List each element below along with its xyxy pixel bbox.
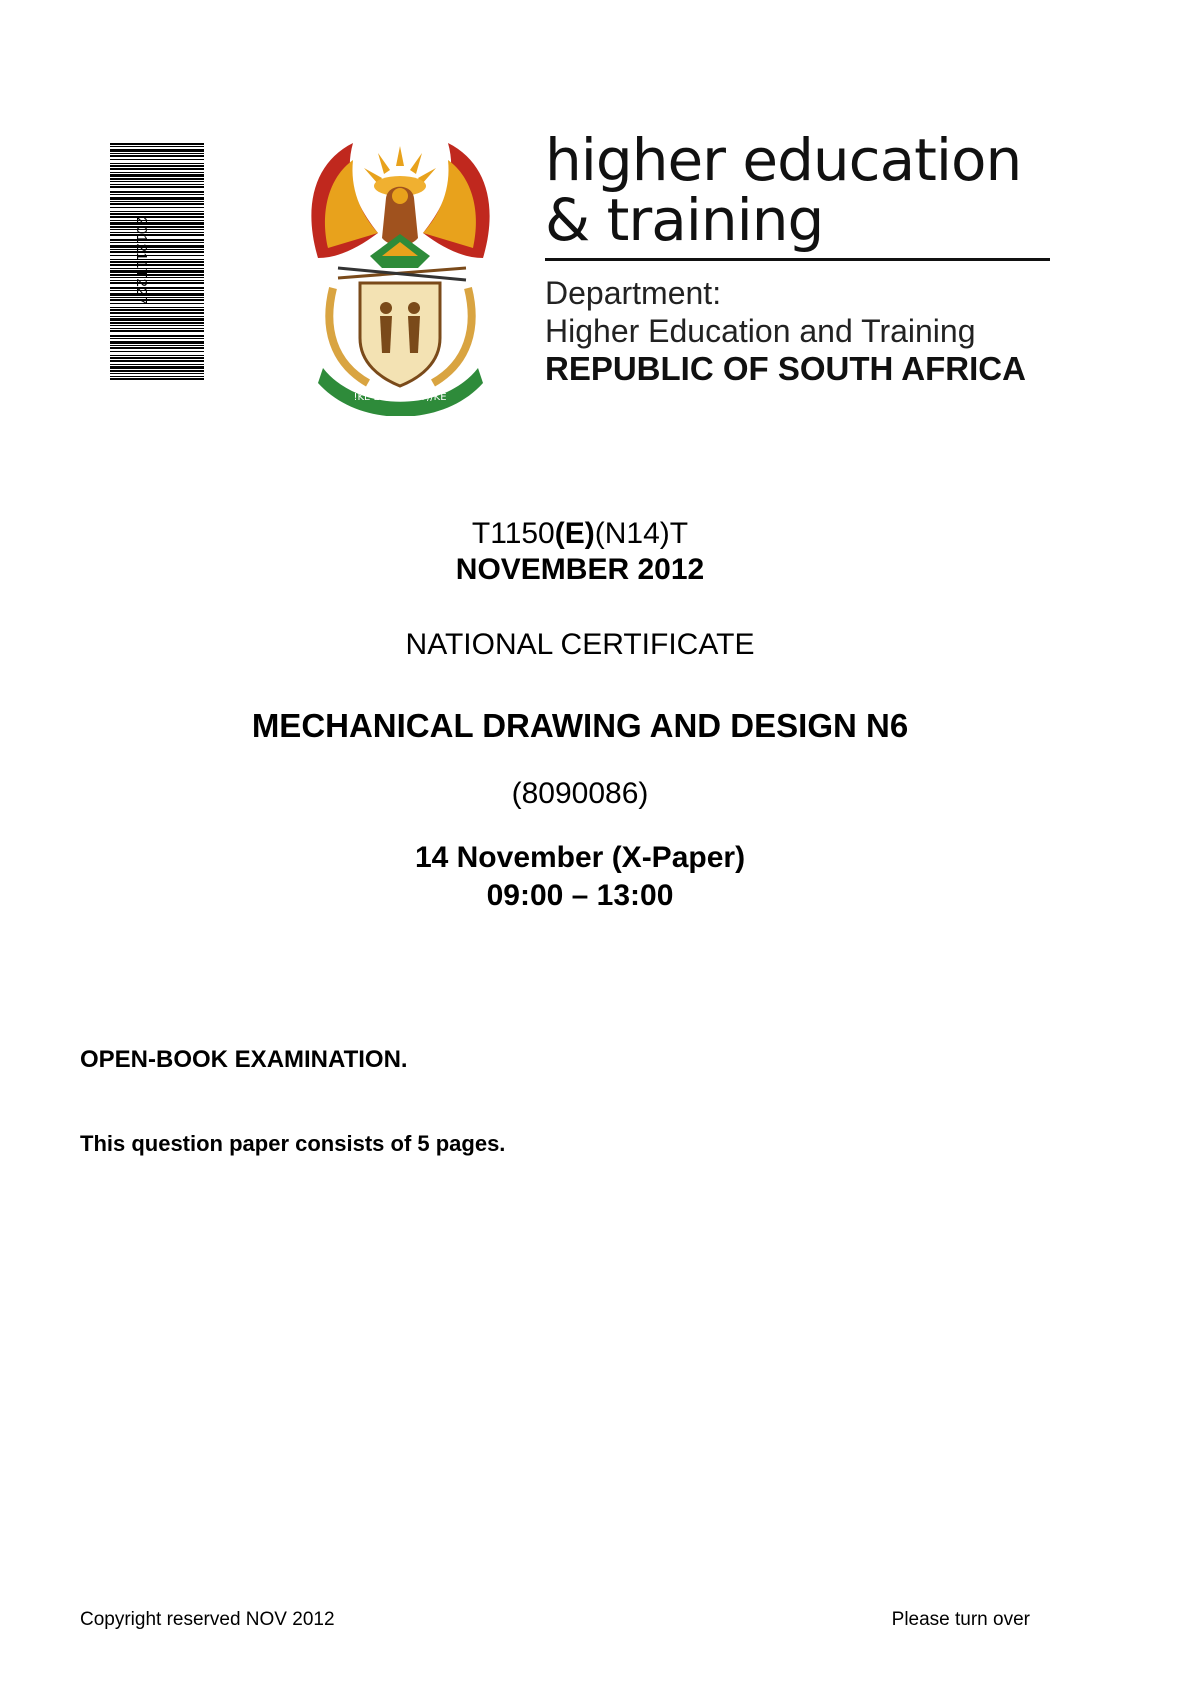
barcode-bar	[110, 360, 204, 362]
barcode-bar	[110, 297, 204, 298]
barcode-bar	[110, 328, 204, 329]
barcode-bar	[110, 232, 204, 233]
barcode-bar	[110, 213, 204, 215]
barcode-bar	[110, 239, 204, 241]
barcode-bar	[110, 259, 204, 260]
barcode-bar	[110, 312, 204, 314]
barcode-bar	[110, 293, 204, 296]
barcode-bar	[110, 159, 204, 160]
barcode-bar	[110, 168, 204, 170]
brand-line-2: & training	[545, 186, 824, 254]
barcode-bar	[110, 186, 204, 188]
certificate-title: NATIONAL CERTIFICATE	[405, 628, 755, 661]
brand-line-1: higher education	[545, 126, 1022, 194]
barcode-bar	[110, 242, 204, 243]
barcode-number: 201211T227	[133, 216, 150, 306]
barcode-bar	[110, 191, 204, 193]
barcode-bar	[110, 261, 204, 263]
exam-time: 09:00 – 13:00	[486, 879, 674, 912]
department-label: Department:	[545, 275, 722, 311]
barcode-bar	[110, 251, 204, 253]
barcode-bar	[110, 290, 204, 291]
barcode	[110, 143, 204, 380]
department-header	[545, 126, 1055, 388]
barcode-bar	[110, 155, 204, 157]
barcode-bar	[110, 307, 204, 308]
barcode-bar	[110, 347, 204, 349]
barcode-bar	[110, 309, 204, 311]
subject-code: (8090086)	[511, 777, 649, 810]
barcode-bar	[110, 264, 204, 266]
barcode-bar	[110, 366, 204, 369]
barcode-bar	[110, 172, 204, 173]
barcode-bar	[110, 357, 204, 359]
barcode-bar	[110, 216, 204, 218]
barcode-bar	[110, 316, 204, 317]
barcode-bar	[110, 245, 204, 248]
barcode-bar	[110, 163, 204, 164]
barcode-bar	[110, 222, 204, 225]
coat-of-arms-emblem	[298, 138, 503, 416]
barcode-bar	[110, 355, 204, 356]
barcode-bar	[110, 376, 204, 377]
barcode-bar	[110, 220, 204, 221]
barcode-bar	[110, 268, 204, 269]
barcode-bar	[110, 197, 204, 200]
barcode-bar	[110, 330, 204, 332]
barcode-bar	[110, 370, 204, 372]
barcode-bar	[110, 165, 204, 167]
barcode-bar	[110, 364, 204, 365]
copyright-notice: Copyright reserved NOV 2012	[80, 1609, 335, 1630]
barcode-bar	[110, 226, 204, 228]
barcode-bar	[110, 378, 204, 380]
barcode-bar	[110, 318, 204, 321]
page-count-notice: This question paper consists of 5 pages.	[80, 1131, 506, 1156]
barcode-bar	[110, 211, 204, 212]
barcode-bar	[110, 249, 204, 250]
exam-month: NOVEMBER 2012	[455, 553, 705, 586]
barcode-bar	[110, 181, 204, 182]
barcode-bar	[110, 338, 204, 339]
barcode-bar	[110, 229, 204, 230]
barcode-bar	[110, 149, 204, 152]
barcode-bar	[110, 207, 204, 208]
open-book-notice: OPEN-BOOK EXAMINATION.	[80, 1046, 408, 1073]
barcode-bar	[110, 299, 204, 301]
department-name: Higher Education and Training	[545, 313, 976, 349]
barcode-bar	[110, 178, 204, 180]
barcode-bar	[110, 345, 204, 346]
barcode-bar	[110, 351, 204, 352]
turn-over-notice: Please turn over	[891, 1609, 1030, 1630]
barcode-bar	[110, 194, 204, 195]
barcode-bar	[110, 153, 204, 154]
brand-divider	[545, 258, 1050, 261]
barcode-bar	[110, 335, 204, 337]
barcode-bar	[110, 287, 204, 289]
barcode-bar	[110, 282, 204, 284]
barcode-bar	[110, 373, 204, 374]
barcode-bar	[110, 201, 204, 202]
barcode-bar	[110, 325, 204, 326]
barcode-bar	[110, 184, 204, 185]
barcode-bar	[110, 234, 204, 236]
barcode-bar	[110, 146, 204, 147]
paper-code: T1150(E)(N14)T	[471, 517, 689, 550]
barcode-bar	[110, 203, 204, 205]
exam-date: 14 November (X-Paper)	[414, 841, 746, 874]
barcode-bar	[110, 341, 204, 344]
barcode-bar	[110, 143, 204, 145]
barcode-bar	[110, 174, 204, 177]
barcode-bar	[110, 322, 204, 324]
barcode-bar	[110, 303, 204, 304]
emblem-motto: !KE E: /XARRA //KE	[353, 392, 447, 403]
subject-title: MECHANICAL DRAWING AND DESIGN N6	[251, 707, 909, 744]
department-country: REPUBLIC OF SOUTH AFRICA	[545, 350, 1026, 387]
barcode-bar	[110, 274, 204, 276]
barcode-bar	[110, 255, 204, 256]
barcode-bar	[110, 277, 204, 278]
barcode-bar	[110, 280, 204, 281]
barcode-bar	[110, 270, 204, 273]
